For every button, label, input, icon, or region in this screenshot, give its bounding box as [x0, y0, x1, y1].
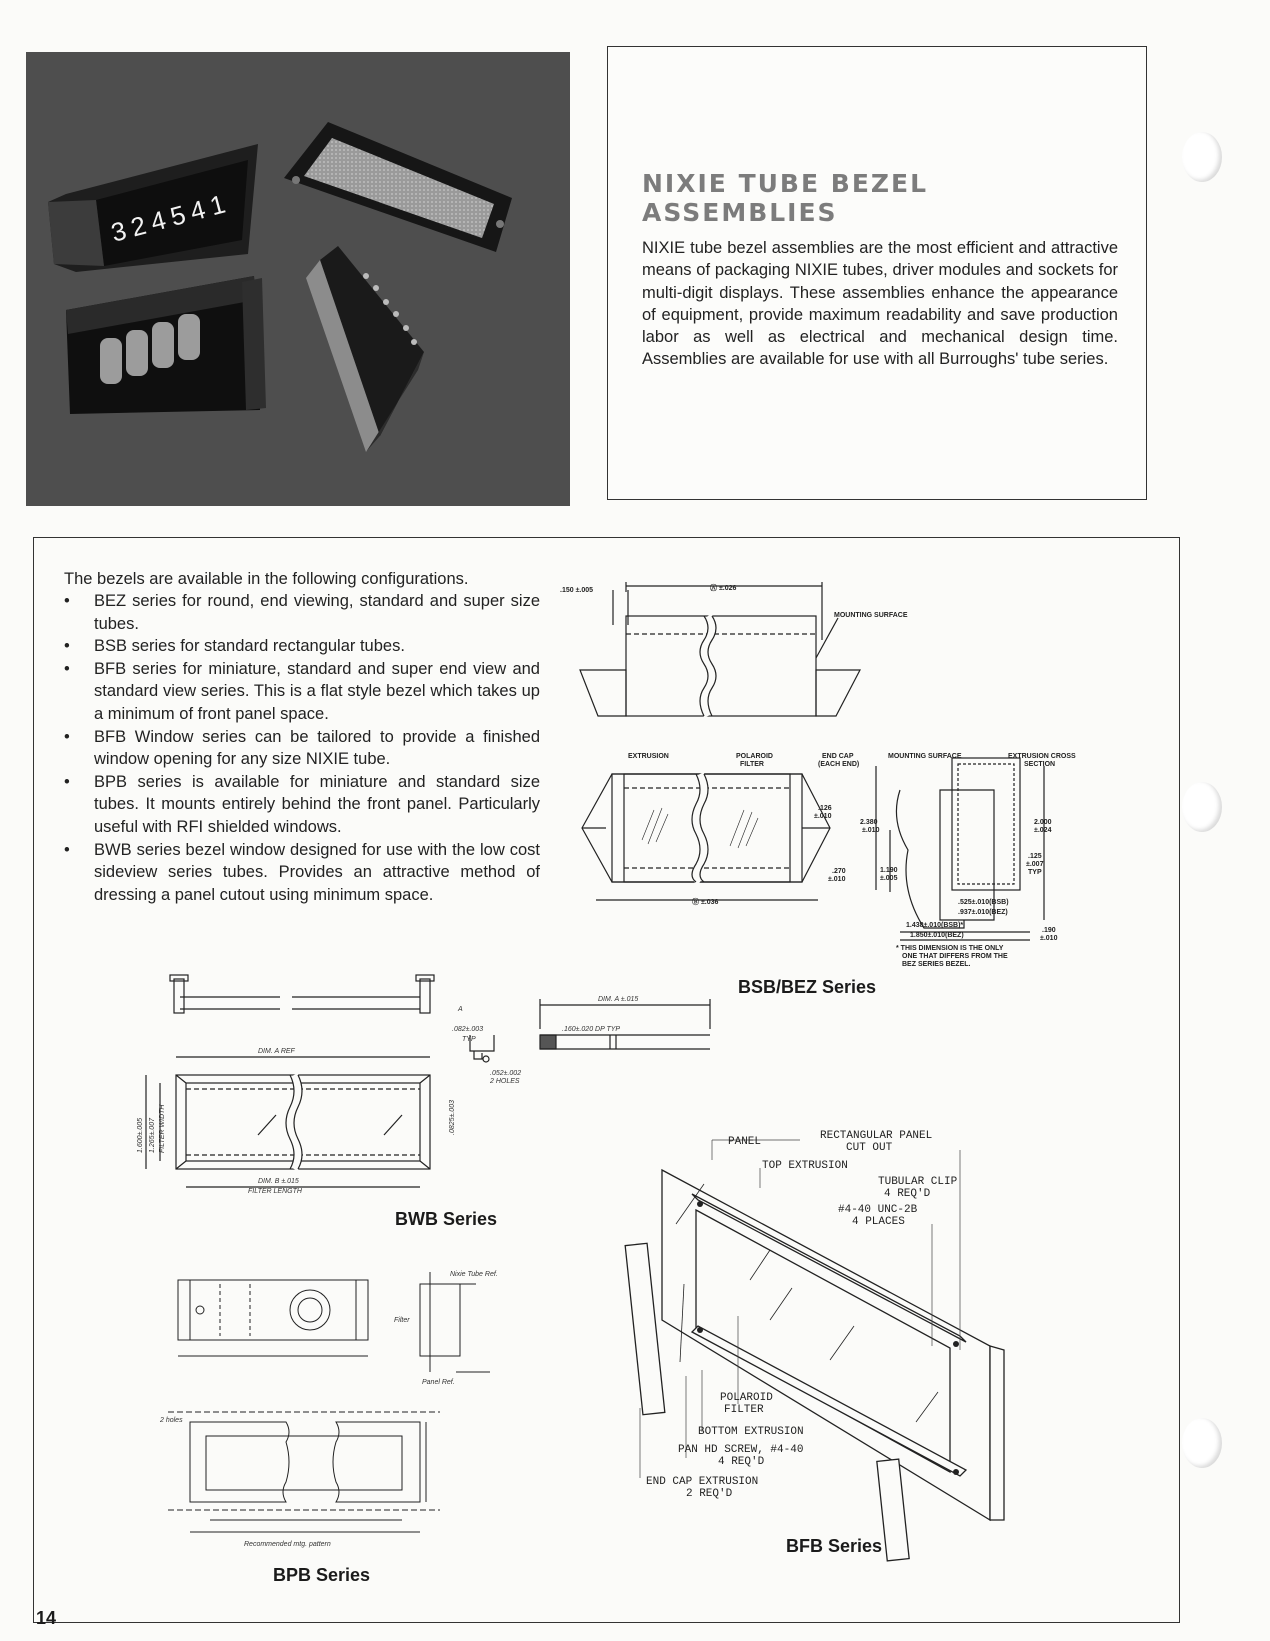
- list-item: • BWB series bezel window designed for use with the low cost sideview series tubes. Provides an attractive method of dressing a panel cutout using minimum space.: [64, 839, 540, 907]
- dim-190-tol: ±.010: [1040, 935, 1058, 942]
- bsb-bez-drawing: [560, 570, 1140, 1010]
- bwb-dim-1600: 1.600±.005: [137, 1118, 144, 1153]
- bwb-dim-0825: .0825±.003: [449, 1100, 456, 1135]
- dim-190: .190: [1042, 927, 1056, 934]
- bwb-dim-a-ref: DIM. A REF: [258, 1048, 295, 1055]
- bfb-end-cap-2: 2 REQ'D: [686, 1488, 733, 1500]
- dim-2000: 2.000: [1034, 819, 1052, 826]
- bpb-recommended: Recommended mtg. pattern: [244, 1541, 331, 1548]
- bwb-caption: BWB Series: [395, 1209, 498, 1229]
- bfb-bottom-extrusion: BOTTOM EXTRUSION: [698, 1426, 804, 1438]
- dim-2380: 2.380: [860, 819, 878, 826]
- end-cap-label-2: (EACH END): [818, 761, 860, 768]
- bwb-dim-b-015: DIM. B ±.015: [258, 1178, 299, 1185]
- bwb-filter-width: FILTER WIDTH: [159, 1104, 166, 1153]
- bpb-two-holes: 2 holes: [160, 1417, 183, 1424]
- bfb-tubular-clip-2: 4 REQ'D: [884, 1188, 931, 1200]
- intro-panel: [607, 46, 1147, 500]
- dim-1190-tol: ±.005: [880, 875, 898, 882]
- bfb-top-extrusion-label: TOP EXTRUSION: [762, 1160, 848, 1172]
- bwb-dim-052: .052±.002: [490, 1070, 522, 1077]
- list-item: • BPB series is available for miniature and standard size tubes. It mounts entirely behind the front panel. Particularly useful with RFI shielded windows.: [64, 771, 540, 839]
- dim-1850: 1.850±.010(BEZ): [910, 932, 964, 939]
- intro-paragraph: NIXIE tube bezel assemblies are the most efficient and attractive means of packaging NIXIE tubes, driver modules and sockets for multi-digit displays. These assemblies enhance the appearance of equipment, provide maximum readability and save production labor as well as electrical and mechanical design time. Assemblies are available for use with all Burroughs' tube series.: [642, 239, 1118, 369]
- list-item: • BFB Window series can be tailored to provide a finished window opening for any size NIXIE tube.: [64, 726, 540, 771]
- bezel-assemblies-photo: [26, 52, 570, 506]
- extrusion-cross-label-2: SECTION: [1024, 761, 1056, 768]
- binder-hole-top: [1182, 132, 1222, 182]
- bsb-bez-caption: BSB/BEZ Series: [738, 977, 877, 997]
- bfb-polaroid-2: FILTER: [724, 1404, 764, 1416]
- bfb-pan-hd-1: PAN HD SCREW, #4-40: [678, 1444, 804, 1456]
- bfb-screw-1: #4-40 UNC-2B: [838, 1204, 918, 1216]
- dim-1190: 1.190: [880, 867, 898, 874]
- note-line-1: * THIS DIMENSION IS THE ONLY: [896, 945, 1004, 952]
- configurations-intro: The bezels are available in the following configurations.: [64, 570, 469, 588]
- page-title: [642, 169, 928, 227]
- extrusion-label: EXTRUSION: [628, 753, 669, 760]
- title-line-1: NIXIE TUBE BEZEL: [642, 169, 929, 198]
- dim-top-left: .150 ±.005: [560, 587, 594, 594]
- list-item: • BFB series for miniature, standard and super end view and standard view series. This is a flat style bezel which takes up a minimum of front panel space.: [64, 658, 540, 726]
- mounting-surface-label-2: MOUNTING SURFACE: [888, 753, 962, 760]
- bpb-nixie-tube-ref: Nixie Tube Ref.: [450, 1271, 498, 1278]
- bpb-filter: Filter: [394, 1317, 410, 1324]
- bwb-dim-a-015: DIM. A ±.015: [598, 996, 639, 1003]
- title-line-2: ASSEMBLIES: [642, 198, 838, 227]
- dim-126-tol: ±.010: [814, 813, 832, 820]
- list-item: • BEZ series for round, end viewing, standard and super size tubes.: [64, 590, 540, 635]
- mounting-surface-label: MOUNTING SURFACE: [834, 612, 908, 619]
- page-number: 14: [36, 1608, 57, 1628]
- dim-525: .525±.010(BSB): [958, 899, 1009, 906]
- polaroid-label-2: FILTER: [740, 761, 764, 768]
- bwb-sym-a: A: [458, 1006, 463, 1013]
- bfb-polaroid-1: POLAROID: [720, 1392, 773, 1404]
- bfb-end-cap-1: END CAP EXTRUSION: [646, 1476, 759, 1488]
- dim-270-tol: ±.010: [828, 876, 846, 883]
- dim-125: .125: [1028, 853, 1042, 860]
- dim-2000-tol: ±.024: [1034, 827, 1052, 834]
- bwb-dim-1265: 1.265±.007: [149, 1118, 156, 1153]
- bwb-dim-082: .082±.003: [452, 1026, 484, 1033]
- polaroid-label-1: POLAROID: [736, 753, 773, 760]
- bpb-panel-ref: Panel Ref.: [422, 1379, 455, 1386]
- bpb-drawing: [160, 1262, 520, 1552]
- end-cap-label-1: END CAP: [822, 753, 854, 760]
- bwb-filter-length: FILTER LENGTH: [248, 1188, 302, 1195]
- bfb-rect-cutout-2: CUT OUT: [846, 1142, 893, 1154]
- dim-2380-tol: ±.010: [862, 827, 880, 834]
- dim-125-tol: ±.007: [1026, 861, 1044, 868]
- bfb-panel-label: PANEL: [728, 1136, 762, 1148]
- binder-hole-bottom: [1182, 1418, 1222, 1468]
- bfb-screw-2: 4 PLACES: [852, 1216, 905, 1228]
- note-line-3: BEZ SERIES BEZEL.: [902, 961, 971, 968]
- bfb-rect-cutout-1: RECTANGULAR PANEL: [820, 1130, 933, 1142]
- dim-b: Ⓑ ±.036: [692, 899, 719, 906]
- dim-1438: 1.438±.010(BSB)*: [906, 922, 964, 929]
- binder-hole-middle: [1182, 782, 1222, 832]
- photo-illustration: [26, 52, 570, 506]
- list-item: • BSB series for standard rectangular tubes.: [64, 635, 540, 658]
- dim-270: .270: [832, 868, 846, 875]
- note-line-2: ONE THAT DIFFERS FROM THE: [902, 953, 1008, 960]
- dim-a: Ⓐ ±.026: [710, 585, 737, 592]
- bwb-dim-160: .160±.020 DP TYP: [562, 1026, 621, 1033]
- bfb-tubular-clip-1: TUBULAR CLIP: [878, 1176, 958, 1188]
- extrusion-cross-label-1: EXTRUSION CROSS: [1008, 753, 1076, 760]
- dim-126: .126: [818, 805, 832, 812]
- configurations-list: [64, 590, 540, 906]
- bwb-two-holes: 2 HOLES: [490, 1078, 520, 1085]
- dim-937: .937±.010(BEZ): [958, 909, 1008, 916]
- dim-125-typ: TYP: [1028, 869, 1042, 876]
- bfb-drawing: [620, 1130, 1120, 1540]
- bfb-pan-hd-2: 4 REQ'D: [718, 1456, 765, 1468]
- tube-digits-text: 324541: [107, 187, 235, 248]
- bpb-caption: BPB Series: [273, 1565, 371, 1585]
- bwb-typ: TYP: [462, 1036, 476, 1043]
- bfb-caption: BFB Series: [786, 1536, 883, 1556]
